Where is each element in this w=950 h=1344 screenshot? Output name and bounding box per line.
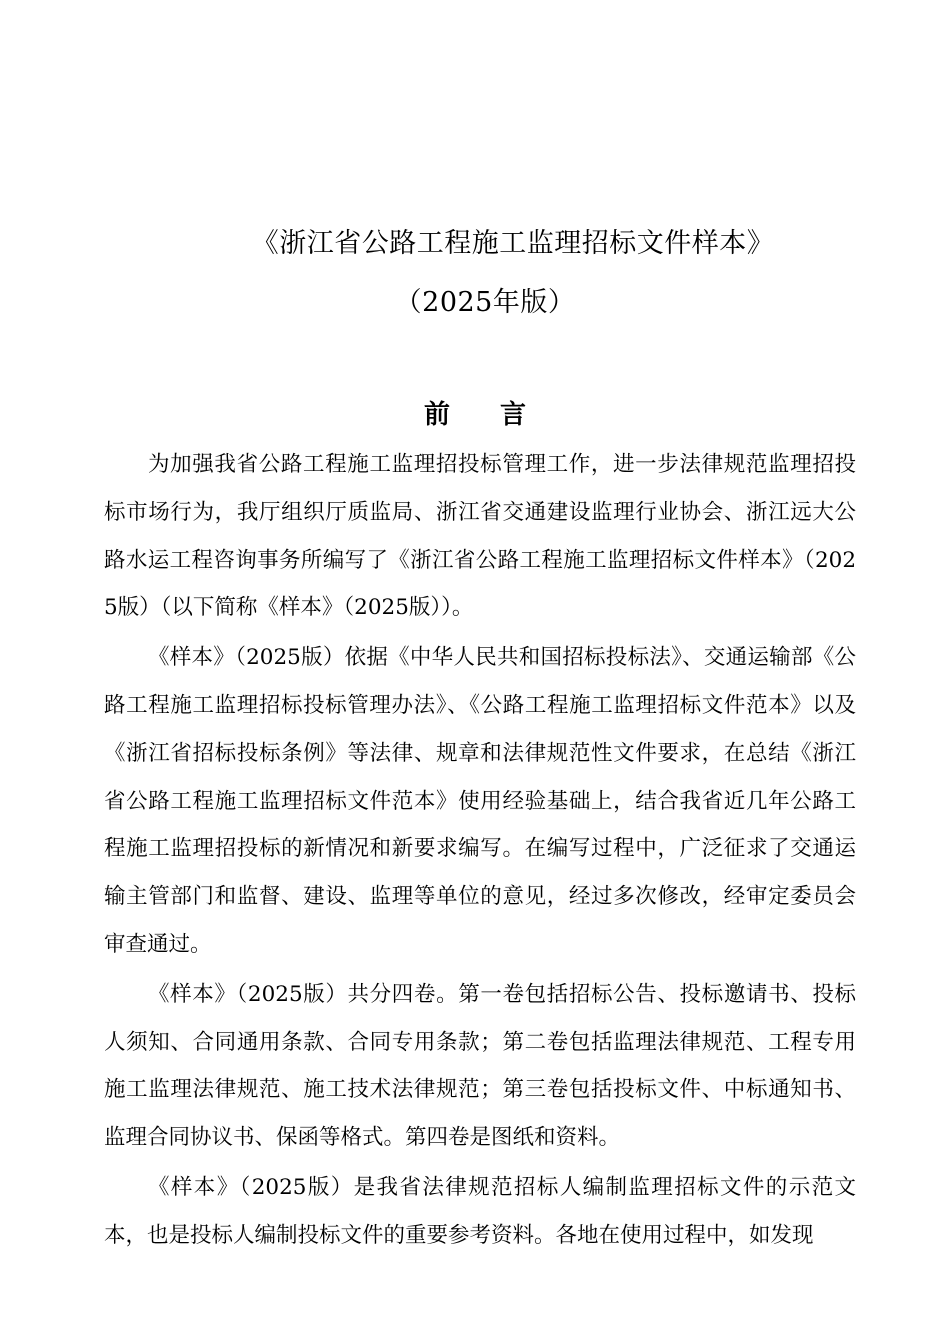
document-edition: （2025年版） — [394, 287, 576, 318]
preface-paragraph-2: 《样本》（2025版）依据《中华人民共和国招标投标法》、交通运输部《公路工程施工监理招标投标管理办法》、《公路工程施工监理招标文件范本》以及《浙江省招标投标条例》等法律、规章和法律规范性文件要求，在总结《浙江省公路工程施工监理招标文件范本》使用经验基础上，结合我省近几年公路工程施工监理招投标的新情况和新要求编写。在编写过程中，广泛征求了交通运输主管部门和监督、建设、监理等单位的意见，经过多次修改，经审定委员会审查通过。 — [104, 645, 856, 957]
preface-paragraph-3: 《样本》（2025版）共分四卷。第一卷包括招标公告、投标邀请书、投标人须知、合同通用条款、合同专用条款；第二卷包括监理法律规范、工程专用施工监理法律规范、施工技术法律规范；第三卷包括投标文件、中标通知书、监理合同协议书、保函等格式。第四卷是图纸和资料。 — [104, 981, 856, 1151]
preface-paragraph-1: 为加强我省公路工程施工监理招投标管理工作，进一步法律规范监理招投标市场行为，我厅组织厅质监局、浙江省交通建设监理行业协会、浙江远大公路水运工程咨询事务所编写了《浙江省公路工程施工监理招标文件样本》（2025版）（以下简称《样本》（2025版））。 — [104, 452, 856, 621]
preface-body — [104, 441, 856, 1262]
document-title: 《浙江省公路工程施工监理招标文件样本》 — [251, 228, 775, 259]
preface-paragraph-4: 《样本》（2025版）是我省法律规范招标人编制监理招标文件的示范文本，也是投标人编制投标文件的重要参考资料。各地在使用过程中，如发现 — [104, 1174, 856, 1248]
section-heading-preface: 前言 — [423, 400, 576, 430]
